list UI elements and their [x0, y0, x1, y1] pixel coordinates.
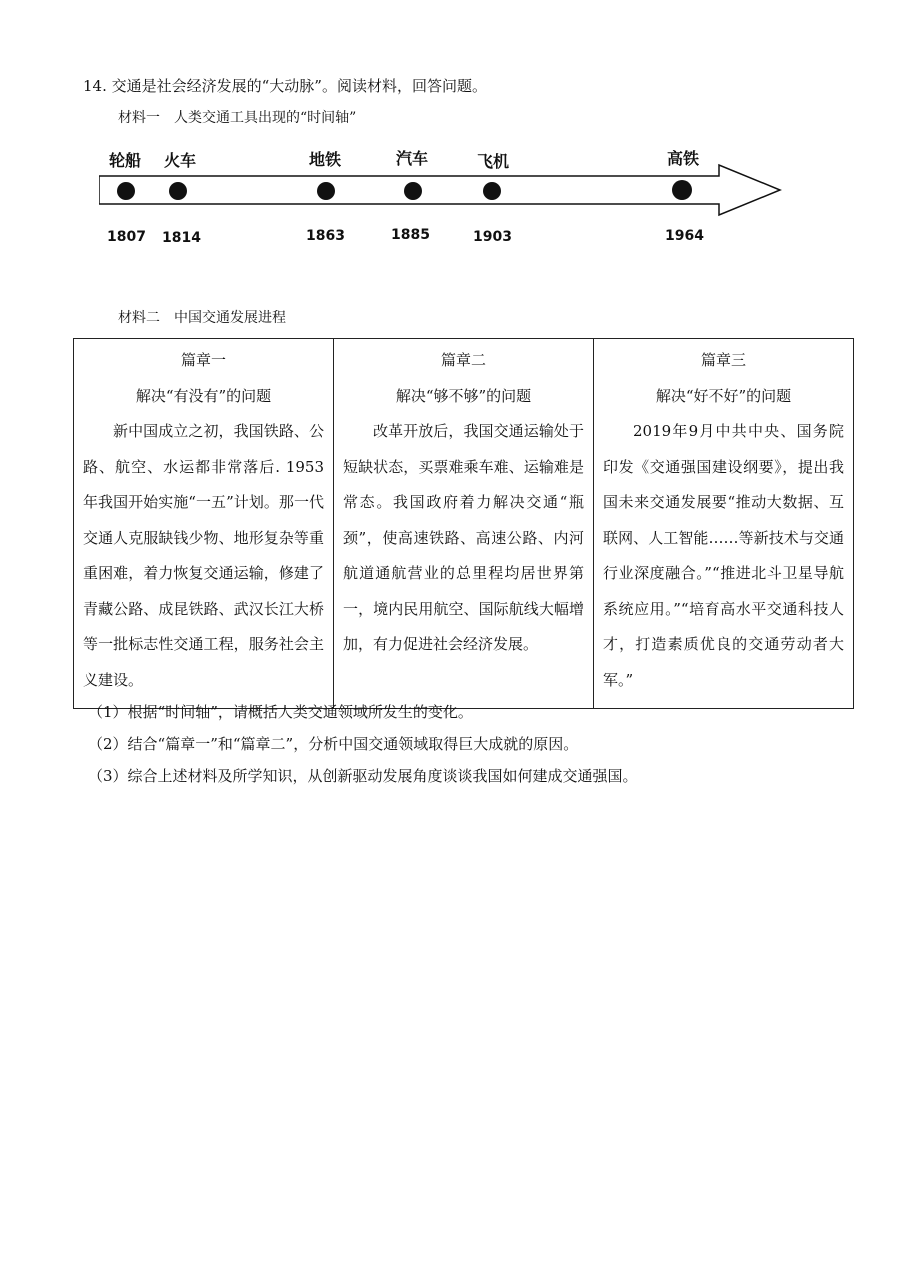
chapter-cell-2 [334, 339, 594, 709]
timeline-label-ship: 轮船 [109, 151, 142, 170]
timeline-label-subway: 地铁 [309, 150, 342, 169]
timeline-dot [672, 180, 692, 200]
timeline-label-plane: 飞机 [477, 152, 510, 171]
timeline-dot [483, 182, 501, 200]
timeline-year-subway: 1863 [306, 228, 345, 244]
chapter-2-title: 篇章二 [440, 351, 486, 369]
question-stem: 14. 交通是社会经济发展的“大动脉”。阅读材料，回答问题。 [83, 77, 487, 95]
timeline-year-highspeed-rail: 1964 [665, 228, 704, 244]
chapters-row [74, 339, 854, 709]
chapter-2-subtitle: 解决“够不够”的问题 [395, 386, 532, 405]
timeline-dot [117, 182, 135, 200]
chapter-3-title: 篇章三 [700, 351, 746, 369]
chapter-2-body: 改革开放后，我国交通运输处于短缺状态，买票难乘车难、运输难是常态。我国政府着力解决交通“瓶颈”，使高速铁路、高速公路、内河航道通航营业的总里程均居世界第一，境内民用航空、国际航线大幅增加，有力促进社会经济发展。 [343, 422, 584, 653]
timeline-label-train: 火车 [164, 151, 197, 170]
sub-question-3: （3）综合上述材料及所学知识，从创新驱动发展角度谈谈我国如何建成交通强国。 [88, 767, 638, 785]
chapter-cell-3 [594, 339, 854, 709]
timeline-year-train: 1814 [162, 230, 201, 246]
timeline-dot [404, 182, 422, 200]
material-1-label: 材料一 人类交通工具出现的“时间轴” [118, 110, 357, 126]
timeline-dot [317, 182, 335, 200]
chapters-table [73, 338, 854, 709]
chapter-3-subtitle: 解决“好不好”的问题 [655, 386, 792, 405]
material-2-label: 材料二 中国交通发展进程 [118, 310, 286, 326]
chapter-cell-1 [74, 339, 334, 709]
timeline-year-car: 1885 [391, 227, 430, 243]
timeline-label-car: 汽车 [396, 149, 429, 168]
chapter-1-subtitle: 解决“有没有”的问题 [135, 386, 272, 405]
chapter-1-title: 篇章一 [180, 351, 226, 369]
sub-question-1: （1）根据“时间轴”，请概括人类交通领域所发生的变化。 [88, 703, 473, 721]
timeline-dot [169, 182, 187, 200]
timeline [99, 145, 789, 255]
timeline-year-plane: 1903 [473, 229, 512, 245]
chapter-3-body: 2019年9月中共中央、国务院印发《交通强国建设纲要》，提出我国未来交通发展要“推动大数据、互联网、人工智能……等新技术与交通行业深度融合。”“推进北斗卫星导航系统应用。”“培育高水平交通科技人才，打造素质优良的交通劳动者大军。” [603, 422, 844, 689]
timeline-label-highspeed-rail: 高铁 [667, 149, 700, 168]
timeline-year-ship: 1807 [107, 229, 146, 245]
sub-question-2: （2）结合“篇章一”和“篇章二”，分析中国交通领域取得巨大成就的原因。 [88, 735, 579, 753]
chapter-1-body: 新中国成立之初，我国铁路、公路、航空、水运都非常落后. 1953年我国开始实施“一五”计划。那一代交通人克服缺钱少物、地形复杂等重重困难，着力恢复交通运输，修建了青藏公路、成昆铁路、武汉长江大桥等一批标志性交通工程，服务社会主义建设。 [83, 422, 324, 689]
